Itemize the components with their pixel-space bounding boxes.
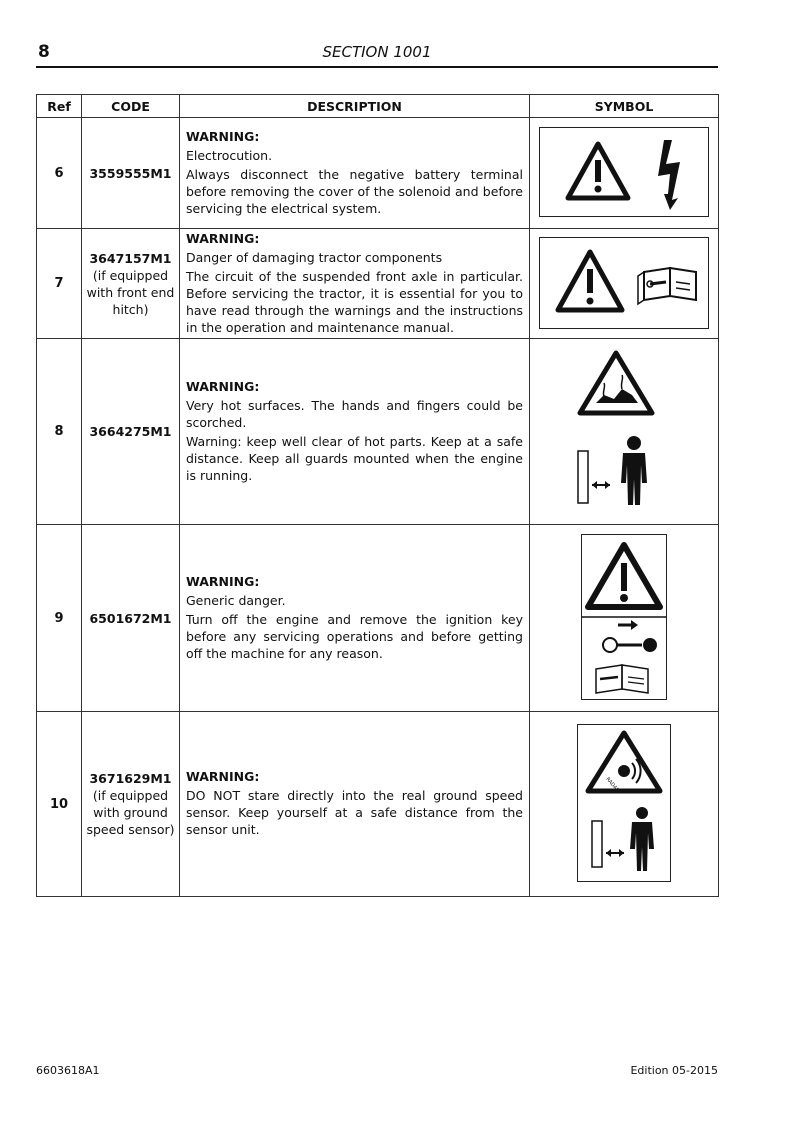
- section-title: SECTION 1001: [322, 43, 432, 61]
- description-cell: [180, 525, 530, 712]
- description-line: Turn off the engine and remove the ignition key before any servicing operations and before getting off the machine for any reason.: [186, 611, 523, 661]
- ref-cell: 10: [37, 712, 82, 897]
- code-note: (if equipped with ground speed sensor): [86, 788, 175, 837]
- safety-symbols-table: [36, 94, 719, 897]
- symbol-cell: [530, 525, 719, 712]
- remove-key-icon: [603, 620, 657, 652]
- description-line: Electrocution.: [186, 147, 273, 163]
- code-cell: [82, 525, 180, 712]
- table-row: [37, 525, 719, 712]
- code-note: (if equipped with front end hitch): [86, 267, 175, 317]
- footer-doc-code: 6603618A1: [36, 1064, 100, 1077]
- table-row: [37, 118, 719, 229]
- code-value: 3647157M1: [89, 250, 172, 266]
- description-line: The circuit of the suspended front axle in particular. Before servicing the tractor, it is essential for you to have read through the warnings and the instructions in the operation and maintenance manual.: [186, 268, 523, 335]
- col-header-code: CODE: [82, 95, 180, 118]
- warning-triangle-icon: [588, 545, 660, 607]
- description-cell: [180, 712, 530, 897]
- symbol-decal: [577, 724, 671, 882]
- symbol-decal: [539, 127, 709, 217]
- col-header-symbol: SYMBOL: [530, 95, 719, 118]
- symbol-cell: [530, 339, 719, 525]
- description-cell: [180, 118, 530, 229]
- safe-distance-person-icon: [578, 436, 647, 505]
- symbol-decal: [564, 345, 684, 515]
- description-line: Always disconnect the negative battery terminal before removing the cover of the solenoid and before servicing the electrical system.: [186, 166, 523, 216]
- table-header-row: [37, 95, 719, 118]
- description-line: Very hot surfaces. The hands and fingers could be scorched.: [186, 397, 523, 430]
- warning-triangle-icon: [568, 144, 628, 198]
- description-cell: [180, 229, 530, 339]
- code-value: 6501672M1: [89, 610, 172, 626]
- symbol-decal: [539, 237, 709, 329]
- description-line: Generic danger.: [186, 592, 286, 608]
- ref-cell: 9: [37, 525, 82, 712]
- symbol-cell: [530, 712, 719, 897]
- code-value: 3559555M1: [89, 165, 172, 181]
- code-value: 3671629M1: [89, 771, 172, 786]
- radar-label: RADAR: [604, 776, 621, 794]
- description-cell: [180, 339, 530, 525]
- manual-book-icon: [638, 268, 696, 304]
- code-cell: [82, 712, 180, 897]
- code-cell: [82, 229, 180, 339]
- radar-sensor-triangle-icon: [588, 733, 660, 794]
- hot-surface-triangle-icon: [580, 353, 652, 413]
- ref-cell: 7: [37, 229, 82, 339]
- warning-heading: WARNING:: [186, 573, 260, 589]
- description-line: DO NOT stare directly into the real ground speed sensor. Keep yourself at a safe distance from the sensor unit.: [186, 788, 523, 837]
- description-line: Danger of damaging tractor components: [186, 249, 443, 265]
- manual-book-icon: [596, 665, 648, 693]
- code-value: 3664275M1: [89, 424, 172, 439]
- table-row: [37, 229, 719, 339]
- description-line: Warning: keep well clear of hot parts. Keep at a safe distance. Keep all guards mounted when the engine is running.: [186, 433, 523, 483]
- warning-heading: WARNING:: [186, 378, 260, 394]
- lightning-bolt-icon: [658, 140, 680, 210]
- header-rule: [36, 66, 718, 68]
- footer-edition: Edition 05-2015: [630, 1064, 718, 1077]
- table-row: [37, 339, 719, 525]
- warning-heading: WARNING:: [186, 769, 260, 784]
- symbol-cell: [530, 118, 719, 229]
- code-cell: [82, 118, 180, 229]
- safe-distance-person-icon: [592, 807, 654, 871]
- warning-triangle-icon: [558, 252, 622, 310]
- ref-cell: 6: [37, 118, 82, 229]
- page-number: 8: [38, 42, 50, 62]
- table-row: [37, 712, 719, 897]
- col-header-ref: Ref: [37, 95, 82, 118]
- code-cell: [82, 339, 180, 525]
- ref-cell: 8: [37, 339, 82, 525]
- col-header-description: DESCRIPTION: [180, 95, 530, 118]
- symbol-decal: [581, 534, 667, 700]
- warning-heading: WARNING:: [186, 128, 260, 144]
- warning-heading: WARNING:: [186, 230, 260, 246]
- symbol-cell: [530, 229, 719, 339]
